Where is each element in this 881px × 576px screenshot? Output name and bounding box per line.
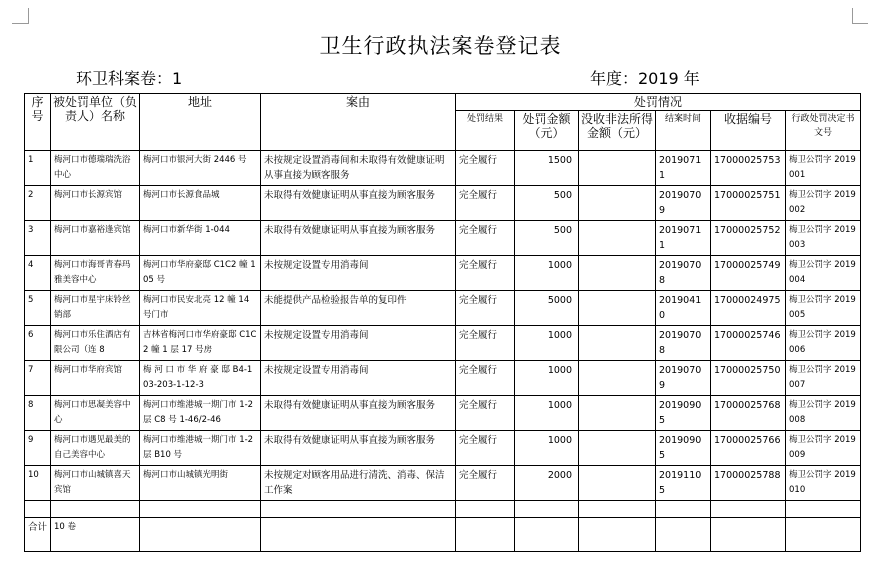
cell-amount: 1500	[515, 151, 579, 186]
cell-address: 梅河口市华府豪邸 C1C2 幢 105 号	[140, 256, 261, 291]
total-label: 合计	[25, 518, 51, 552]
cell-address: 梅河口市维港城一期门市 1-2 层 B10 号	[140, 431, 261, 466]
cell-confiscated	[579, 221, 656, 256]
cell-amount: 2000	[515, 466, 579, 501]
empty-cell	[261, 518, 456, 552]
table-row	[25, 151, 861, 186]
cell-seq: 9	[25, 431, 51, 466]
cell-decision-no: 梅卫公罚字 2019003	[786, 221, 861, 256]
crop-mark-top-right-h	[852, 23, 868, 24]
header-receipt: 收据编号	[711, 111, 786, 151]
empty-row	[25, 501, 861, 518]
cell-seq: 2	[25, 186, 51, 221]
cell-decision-no: 梅卫公罚字 2019005	[786, 291, 861, 326]
header-address: 地址	[140, 94, 261, 151]
cell-close-time: 20190708	[656, 326, 711, 361]
table-row	[25, 186, 861, 221]
cell-seq: 1	[25, 151, 51, 186]
cell-seq: 5	[25, 291, 51, 326]
cell-confiscated	[579, 361, 656, 396]
cell-seq: 10	[25, 466, 51, 501]
cell-party: 梅河口市德瑞瑞洗浴中心	[51, 151, 140, 186]
header-decision-no: 行政处罚决定书文号	[786, 111, 861, 151]
empty-cell	[456, 518, 515, 552]
cell-confiscated	[579, 466, 656, 501]
header-confiscated: 没收非法所得金额（元）	[579, 111, 656, 151]
cell-cause: 未按规定设置专用消毒间	[261, 361, 456, 396]
cell-result: 完全履行	[456, 466, 515, 501]
cell-cause: 未取得有效健康证明从事直接为顾客服务	[261, 221, 456, 256]
cell-seq: 8	[25, 396, 51, 431]
cell-close-time: 20190410	[656, 291, 711, 326]
cell-result: 完全履行	[456, 361, 515, 396]
crop-mark-top-left-v	[28, 8, 29, 24]
cell-address: 梅河口市民安北亮 12 幢 14 号门市	[140, 291, 261, 326]
cell-amount: 500	[515, 221, 579, 256]
empty-cell	[786, 501, 861, 518]
cell-confiscated	[579, 431, 656, 466]
cell-confiscated	[579, 326, 656, 361]
cell-receipt: 17000025750	[711, 361, 786, 396]
cell-close-time: 20190709	[656, 186, 711, 221]
header-cause: 案由	[261, 94, 456, 151]
cell-cause: 未按规定设置专用消毒间	[261, 326, 456, 361]
empty-cell	[786, 518, 861, 552]
cell-confiscated	[579, 396, 656, 431]
cell-decision-no: 梅卫公罚字 2019001	[786, 151, 861, 186]
year-label: 年度：2019 年	[590, 69, 700, 88]
header-penalty-group: 处罚情况	[456, 94, 861, 111]
document-title: 卫生行政执法案卷登记表	[319, 34, 562, 58]
cell-amount: 1000	[515, 431, 579, 466]
cell-amount: 1000	[515, 396, 579, 431]
cell-result: 完全履行	[456, 396, 515, 431]
table-row	[25, 466, 861, 501]
cell-address: 吉林省梅河口市华府豪邸 C1C2 幢 1 层 17 号房	[140, 326, 261, 361]
cell-close-time: 20190708	[656, 256, 711, 291]
cell-address: 梅河口市长源食品城	[140, 186, 261, 221]
cell-receipt: 17000025788	[711, 466, 786, 501]
cell-party: 梅河口市乐住酒店有限公司（连 8	[51, 326, 140, 361]
cell-receipt: 17000025752	[711, 221, 786, 256]
cell-party: 梅河口市星宇床铃丝销部	[51, 291, 140, 326]
cell-party: 梅河口市华府宾馆	[51, 361, 140, 396]
cell-confiscated	[579, 151, 656, 186]
empty-cell	[579, 501, 656, 518]
cell-close-time: 20190711	[656, 151, 711, 186]
cell-receipt: 17000025766	[711, 431, 786, 466]
empty-cell	[261, 501, 456, 518]
cell-seq: 7	[25, 361, 51, 396]
cell-cause: 未取得有效健康证明从事直接为顾客服务	[261, 396, 456, 431]
total-value: 10 卷	[51, 518, 140, 552]
cell-party: 梅河口市遇见最美的自己美容中心	[51, 431, 140, 466]
table-row	[25, 326, 861, 361]
cell-address: 梅河口市新华街 1-044	[140, 221, 261, 256]
empty-cell	[456, 501, 515, 518]
cell-decision-no: 梅卫公罚字 2019004	[786, 256, 861, 291]
cell-result: 完全履行	[456, 326, 515, 361]
cell-address: 梅河口市维港城一期门市 1-2 层 C8 号 1-46/2-46	[140, 396, 261, 431]
cell-close-time: 20190711	[656, 221, 711, 256]
cell-address: 梅河口市银河大街 2446 号	[140, 151, 261, 186]
case-register-table	[24, 93, 861, 552]
archive-label: 环卫科案卷：1	[76, 69, 183, 88]
cell-cause: 未取得有效健康证明从事直接为顾客服务	[261, 431, 456, 466]
empty-cell	[711, 501, 786, 518]
cell-cause: 未取得有效健康证明从事直接为顾客服务	[261, 186, 456, 221]
table-body	[25, 94, 861, 552]
empty-cell	[51, 501, 140, 518]
empty-cell	[711, 518, 786, 552]
crop-mark-top-right-v	[852, 8, 853, 24]
empty-cell	[515, 501, 579, 518]
cell-amount: 1000	[515, 326, 579, 361]
cell-result: 完全履行	[456, 256, 515, 291]
empty-cell	[656, 518, 711, 552]
cell-amount: 5000	[515, 291, 579, 326]
cell-receipt: 17000025751	[711, 186, 786, 221]
table-row	[25, 291, 861, 326]
cell-receipt: 17000025768	[711, 396, 786, 431]
cell-decision-no: 梅卫公罚字 2019008	[786, 396, 861, 431]
cell-result: 完全履行	[456, 221, 515, 256]
total-row	[25, 518, 861, 552]
cell-party: 梅河口市思凝美容中心	[51, 396, 140, 431]
cell-confiscated	[579, 186, 656, 221]
cell-receipt: 17000025753	[711, 151, 786, 186]
empty-cell	[579, 518, 656, 552]
crop-mark-top-left-h	[12, 23, 28, 24]
cell-receipt: 17000024975	[711, 291, 786, 326]
cell-result: 完全履行	[456, 431, 515, 466]
cell-close-time: 20190709	[656, 361, 711, 396]
cell-seq: 4	[25, 256, 51, 291]
cell-seq: 3	[25, 221, 51, 256]
empty-cell	[515, 518, 579, 552]
cell-close-time: 20190905	[656, 431, 711, 466]
cell-decision-no: 梅卫公罚字 2019007	[786, 361, 861, 396]
cell-party: 梅河口市海哥青春玛雅美容中心	[51, 256, 140, 291]
cell-close-time: 20191105	[656, 466, 711, 501]
empty-cell	[656, 501, 711, 518]
cell-confiscated	[579, 291, 656, 326]
cell-cause: 未按规定设置消毒间和未取得有效健康证明从事直接为顾客服务	[261, 151, 456, 186]
table-row	[25, 256, 861, 291]
cell-cause: 未按规定设置专用消毒间	[261, 256, 456, 291]
header-seq: 序号	[25, 94, 51, 151]
cell-seq: 6	[25, 326, 51, 361]
table-row	[25, 221, 861, 256]
cell-receipt: 17000025749	[711, 256, 786, 291]
empty-cell	[140, 501, 261, 518]
empty-cell	[140, 518, 261, 552]
cell-amount: 500	[515, 186, 579, 221]
cell-cause: 未按规定对顾客用品进行清洗、消毒、保洁工作案	[261, 466, 456, 501]
header-row-1	[25, 94, 861, 111]
cell-party: 梅河口市山城镇喜天宾馆	[51, 466, 140, 501]
table-row	[25, 396, 861, 431]
cell-amount: 1000	[515, 256, 579, 291]
cell-party: 梅河口市嘉裕逢宾馆	[51, 221, 140, 256]
cell-address: 梅 河 口 市 华 府 豪 邸 B4-103-203-1-12-3	[140, 361, 261, 396]
cell-amount: 1000	[515, 361, 579, 396]
cell-decision-no: 梅卫公罚字 2019002	[786, 186, 861, 221]
table-row	[25, 431, 861, 466]
cell-result: 完全履行	[456, 151, 515, 186]
table-row	[25, 361, 861, 396]
cell-address: 梅河口市山城镇光明街	[140, 466, 261, 501]
cell-decision-no: 梅卫公罚字 2019006	[786, 326, 861, 361]
cell-result: 完全履行	[456, 291, 515, 326]
empty-cell	[25, 501, 51, 518]
header-amount: 处罚金额（元）	[515, 111, 579, 151]
header-result: 处罚结果	[456, 111, 515, 151]
cell-confiscated	[579, 256, 656, 291]
cell-receipt: 17000025746	[711, 326, 786, 361]
header-party: 被处罚单位（负责人）名称	[51, 94, 140, 151]
header-close-time: 结案时间	[656, 111, 711, 151]
cell-cause: 未能提供产品检验报告单的复印件	[261, 291, 456, 326]
cell-close-time: 20190905	[656, 396, 711, 431]
cell-decision-no: 梅卫公罚字 2019009	[786, 431, 861, 466]
cell-result: 完全履行	[456, 186, 515, 221]
cell-party: 梅河口市长源宾馆	[51, 186, 140, 221]
cell-decision-no: 梅卫公罚字 2019010	[786, 466, 861, 501]
